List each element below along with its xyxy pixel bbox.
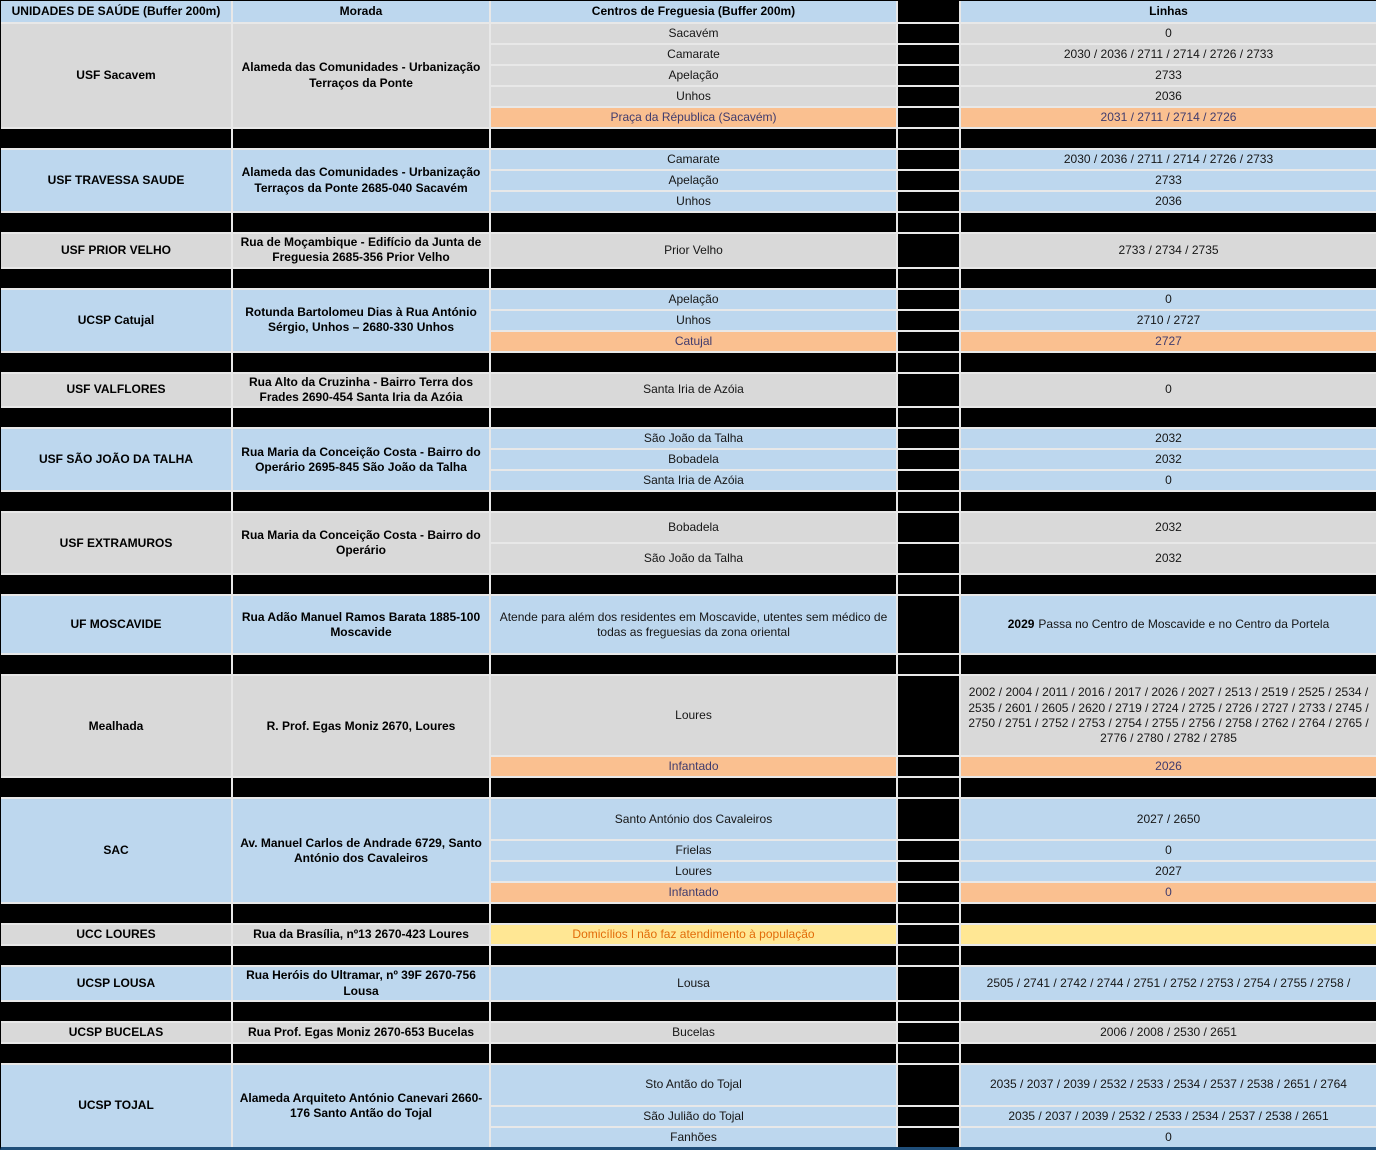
unit-group-9 bbox=[1, 799, 1376, 902]
separator-cell bbox=[1, 946, 231, 965]
separator-cell bbox=[491, 946, 896, 965]
separator-cell bbox=[491, 1002, 896, 1021]
unit-name-cell: USF SÃO JOÃO DA TALHA bbox=[1, 429, 231, 490]
unit-group-4 bbox=[1, 374, 1376, 407]
linhas-cell: 2027 bbox=[961, 862, 1376, 881]
redacted-cell bbox=[898, 1023, 959, 1042]
separator-cell bbox=[898, 575, 959, 594]
linhas-cell: 2035 / 2037 / 2039 / 2532 / 2533 / 2534 / 2537 / 2538 / 2651 / 2764 bbox=[961, 1065, 1376, 1105]
freguesia-cell: Infantado bbox=[491, 883, 896, 902]
linhas-cell: 2031 / 2711 / 2714 / 2726 bbox=[961, 108, 1376, 127]
linhas-cell: 2733 / 2734 / 2735 bbox=[961, 234, 1376, 267]
header-morada-label: Morada bbox=[233, 1, 489, 22]
redacted-cell bbox=[898, 799, 959, 839]
separator-cell bbox=[1, 904, 231, 923]
redacted-cell bbox=[898, 925, 959, 944]
redacted-cell bbox=[898, 429, 959, 448]
redacted-cell bbox=[898, 374, 959, 407]
unit-group-8 bbox=[1, 676, 1376, 776]
freguesia-cell: Sacavém bbox=[491, 24, 896, 43]
linhas-cell: 2026 bbox=[961, 757, 1376, 776]
freguesia-cell: Camarate bbox=[491, 45, 896, 64]
redacted-cell bbox=[898, 513, 959, 542]
redacted-cell bbox=[898, 1065, 959, 1105]
separator-cell bbox=[961, 575, 1376, 594]
freguesia-cell: Camarate bbox=[491, 150, 896, 169]
linhas-cell: 2036 bbox=[961, 87, 1376, 106]
freguesia-cell: Infantado bbox=[491, 757, 896, 776]
separator-cell bbox=[961, 269, 1376, 288]
morada-cell: Alameda Arquiteto António Canevari 2660-176 Santo Antão do Tojal bbox=[233, 1065, 489, 1147]
separator-cell bbox=[1, 492, 231, 511]
redacted-cell bbox=[898, 171, 959, 190]
separator-cell bbox=[1, 408, 231, 427]
freguesia-cell: Lousa bbox=[491, 967, 896, 1000]
unit-name-cell: USF VALFLORES bbox=[1, 374, 231, 407]
redacted-cell bbox=[898, 757, 959, 776]
separator-row bbox=[1, 129, 1376, 148]
freguesia-cell: Loures bbox=[491, 862, 896, 881]
linhas-bold-number: 2029 bbox=[1007, 617, 1035, 632]
separator-cell bbox=[233, 1044, 489, 1063]
separator-cell bbox=[491, 904, 896, 923]
separator-cell bbox=[898, 655, 959, 674]
separator-cell bbox=[961, 492, 1376, 511]
separator-cell bbox=[233, 353, 489, 372]
redacted-cell bbox=[898, 883, 959, 902]
freguesia-cell: Fanhões bbox=[491, 1128, 896, 1147]
redacted-cell bbox=[898, 862, 959, 881]
redacted-cell bbox=[898, 311, 959, 330]
separator-row bbox=[1, 778, 1376, 797]
linhas-cell bbox=[961, 925, 1376, 944]
separator-cell bbox=[233, 778, 489, 797]
separator-row bbox=[1, 575, 1376, 594]
separator-cell bbox=[491, 353, 896, 372]
morada-cell: Rua Maria da Conceição Costa - Bairro do Operário bbox=[233, 513, 489, 573]
unit-group-3 bbox=[1, 290, 1376, 351]
morada-cell: Rua Prof. Egas Moniz 2670-653 Bucelas bbox=[233, 1023, 489, 1042]
unit-group-1 bbox=[1, 150, 1376, 211]
unit-name-cell: UCSP BUCELAS bbox=[1, 1023, 231, 1042]
linhas-cell: 2727 bbox=[961, 332, 1376, 351]
linhas-cell: 2027 / 2650 bbox=[961, 799, 1376, 839]
morada-cell: Rua de Moçambique - Edifício da Junta de Freguesia 2685-356 Prior Velho bbox=[233, 234, 489, 267]
redacted-cell bbox=[898, 471, 959, 490]
separator-cell bbox=[491, 492, 896, 511]
unit-group-12 bbox=[1, 1023, 1376, 1042]
separator-cell bbox=[961, 946, 1376, 965]
unit-name-cell: Mealhada bbox=[1, 676, 231, 776]
separator-cell bbox=[898, 492, 959, 511]
header-unidades-label: UNIDADES DE SAÚDE (Buffer 200m) bbox=[1, 1, 231, 22]
linhas-cell: 2032 bbox=[961, 450, 1376, 469]
separator-cell bbox=[898, 129, 959, 148]
unit-name-cell: UF MOSCAVIDE bbox=[1, 596, 231, 653]
separator-cell bbox=[233, 655, 489, 674]
linhas-cell: 2733 bbox=[961, 171, 1376, 190]
linhas-cell: 2006 / 2008 / 2530 / 2651 bbox=[961, 1023, 1376, 1042]
freguesia-cell: São João da Talha bbox=[491, 544, 896, 573]
separator-cell bbox=[1, 269, 231, 288]
separator-cell bbox=[491, 213, 896, 232]
unit-name-cell: USF EXTRAMUROS bbox=[1, 513, 231, 573]
unit-name-cell: USF TRAVESSA SAUDE bbox=[1, 150, 231, 211]
unit-group-13 bbox=[1, 1065, 1376, 1147]
linhas-cell: 2036 bbox=[961, 192, 1376, 211]
redacted-cell bbox=[898, 45, 959, 64]
redacted-cell bbox=[898, 1107, 959, 1126]
linhas-cell: 2030 / 2036 / 2711 / 2714 / 2726 / 2733 bbox=[961, 150, 1376, 169]
morada-cell: Rua Maria da Conceição Costa - Bairro do Operário 2695-845 São João da Talha bbox=[233, 429, 489, 490]
freguesia-cell: Apelação bbox=[491, 290, 896, 309]
separator-cell bbox=[1, 353, 231, 372]
unit-name-cell: SAC bbox=[1, 799, 231, 902]
separator-row bbox=[1, 408, 1376, 427]
separator-cell bbox=[491, 408, 896, 427]
separator-cell bbox=[491, 129, 896, 148]
separator-row bbox=[1, 904, 1376, 923]
unit-name-cell: UCSP TOJAL bbox=[1, 1065, 231, 1147]
linhas-cell: 2030 / 2036 / 2711 / 2714 / 2726 / 2733 bbox=[961, 45, 1376, 64]
separator-cell bbox=[491, 655, 896, 674]
unit-group-11 bbox=[1, 967, 1376, 1000]
linhas-cell: 0 bbox=[961, 841, 1376, 860]
separator-row bbox=[1, 213, 1376, 232]
redacted-cell bbox=[898, 967, 959, 1000]
separator-cell bbox=[233, 492, 489, 511]
separator-cell bbox=[491, 778, 896, 797]
freguesia-cell: Frielas bbox=[491, 841, 896, 860]
morada-cell: Rotunda Bartolomeu Dias à Rua António Sérgio, Unhos – 2680-330 Unhos bbox=[233, 290, 489, 351]
redacted-cell bbox=[898, 234, 959, 267]
separator-cell bbox=[898, 213, 959, 232]
morada-cell: Rua Adão Manuel Ramos Barata 1885-100 Moscavide bbox=[233, 596, 489, 653]
freguesia-cell: Apelação bbox=[491, 171, 896, 190]
unit-group-5 bbox=[1, 429, 1376, 490]
separator-cell bbox=[1, 129, 231, 148]
separator-cell bbox=[961, 904, 1376, 923]
freguesia-cell: Loures bbox=[491, 676, 896, 755]
linhas-cell: 2710 / 2727 bbox=[961, 311, 1376, 330]
linhas-cell: 2032 bbox=[961, 513, 1376, 542]
separator-cell bbox=[233, 129, 489, 148]
separator-cell bbox=[1, 1044, 231, 1063]
redacted-cell bbox=[898, 150, 959, 169]
freguesia-cell: Apelação bbox=[491, 66, 896, 85]
separator-cell bbox=[233, 575, 489, 594]
separator-row bbox=[1, 655, 1376, 674]
separator-cell bbox=[1, 655, 231, 674]
separator-cell bbox=[898, 946, 959, 965]
header-centros-label: Centros de Freguesia (Buffer 200m) bbox=[491, 1, 896, 22]
separator-cell bbox=[961, 1044, 1376, 1063]
unit-name-cell: UCSP LOUSA bbox=[1, 967, 231, 1000]
separator-cell bbox=[233, 1002, 489, 1021]
freguesia-cell: Santa Iria de Azóia bbox=[491, 471, 896, 490]
separator-cell bbox=[961, 408, 1376, 427]
unit-name-cell: UCC LOURES bbox=[1, 925, 231, 944]
redacted-cell bbox=[898, 192, 959, 211]
redacted-cell bbox=[898, 108, 959, 127]
unit-group-0 bbox=[1, 24, 1376, 127]
morada-cell: Av. Manuel Carlos de Andrade 6729, Santo António dos Cavaleiros bbox=[233, 799, 489, 902]
freguesia-cell: Santo António dos Cavaleiros bbox=[491, 799, 896, 839]
morada-cell: Alameda das Comunidades - Urbanização Terraços da Ponte bbox=[233, 24, 489, 127]
separator-row bbox=[1, 492, 1376, 511]
linhas-cell: 2032 bbox=[961, 544, 1376, 573]
freguesia-cell: Prior Velho bbox=[491, 234, 896, 267]
separator-cell bbox=[233, 213, 489, 232]
separator-cell bbox=[898, 353, 959, 372]
freguesia-cell: Unhos bbox=[491, 87, 896, 106]
freguesia-cell: São João da Talha bbox=[491, 429, 896, 448]
linhas-cell: 2002 / 2004 / 2011 / 2016 / 2017 / 2026 / 2027 / 2513 / 2519 / 2525 / 2534 / 2535 / 2601 / 2605 / 2620 / 2719 / 2724 / 2725 / 2726 / 2727 / 2733 / 2745 / 2750 / 2751 / 2752 / 2753 / 2754 / 2755 / 2756 / 2758 / 2762 / 2764 / 2765 / 2776 / 2780 / 2782 / 2785 bbox=[961, 676, 1376, 755]
separator-cell bbox=[898, 408, 959, 427]
separator-cell bbox=[1, 778, 231, 797]
linhas-cell: 0 bbox=[961, 471, 1376, 490]
header-linhas-label: Linhas bbox=[961, 1, 1376, 22]
redacted-cell bbox=[898, 841, 959, 860]
redacted-cell bbox=[898, 87, 959, 106]
separator-cell bbox=[233, 904, 489, 923]
unit-name-cell: USF Sacavem bbox=[1, 24, 231, 127]
freguesia-cell: Santa Iria de Azóia bbox=[491, 374, 896, 407]
redacted-cell bbox=[898, 1128, 959, 1147]
separator-cell bbox=[961, 213, 1376, 232]
freguesia-cell: Praça da Républica (Sacavém) bbox=[491, 108, 896, 127]
separator-cell bbox=[491, 269, 896, 288]
freguesia-cell: Bobadela bbox=[491, 513, 896, 542]
linhas-cell: 0 bbox=[961, 883, 1376, 902]
separator-cell bbox=[491, 1044, 896, 1063]
freguesia-cell: Bucelas bbox=[491, 1023, 896, 1042]
unit-group-6 bbox=[1, 513, 1376, 573]
freguesia-cell: São Julião do Tojal bbox=[491, 1107, 896, 1126]
separator-cell bbox=[898, 904, 959, 923]
separator-row bbox=[1, 1002, 1376, 1021]
morada-cell: Rua da Brasília, nº13 2670-423 Loures bbox=[233, 925, 489, 944]
freguesia-cell: Atende para além dos residentes em Moscavide, utentes sem médico de todas as freguesias da zona oriental bbox=[491, 596, 896, 653]
unit-name-cell: USF PRIOR VELHO bbox=[1, 234, 231, 267]
freguesia-cell: Sto Antão do Tojal bbox=[491, 1065, 896, 1105]
separator-cell bbox=[233, 946, 489, 965]
linhas-cell: 0 bbox=[961, 290, 1376, 309]
morada-cell: Alameda das Comunidades - Urbanização Terraços da Ponte 2685-040 Sacavém bbox=[233, 150, 489, 211]
separator-row bbox=[1, 1044, 1376, 1063]
freguesia-cell: Domicílios l não faz atendimento à população bbox=[491, 925, 896, 944]
linhas-cell: 2035 / 2037 / 2039 / 2532 / 2533 / 2534 / 2537 / 2538 / 2651 bbox=[961, 1107, 1376, 1126]
separator-cell bbox=[898, 1044, 959, 1063]
redacted-cell bbox=[898, 596, 959, 653]
separator-cell bbox=[233, 269, 489, 288]
linhas-cell: 0 bbox=[961, 1128, 1376, 1147]
separator-cell bbox=[898, 269, 959, 288]
separator-cell bbox=[233, 408, 489, 427]
separator-row bbox=[1, 269, 1376, 288]
redacted-cell bbox=[898, 676, 959, 755]
freguesia-cell: Unhos bbox=[491, 192, 896, 211]
separator-cell bbox=[961, 353, 1376, 372]
freguesia-cell: Unhos bbox=[491, 311, 896, 330]
linhas-cell bbox=[961, 596, 1376, 653]
linhas-cell: 2032 bbox=[961, 429, 1376, 448]
linhas-cell: 0 bbox=[961, 374, 1376, 407]
unit-name-cell: UCSP Catujal bbox=[1, 290, 231, 351]
linhas-cell: 2733 bbox=[961, 66, 1376, 85]
linhas-cell: 0 bbox=[961, 24, 1376, 43]
morada-cell: Rua Alto da Cruzinha - Bairro Terra dos Frades 2690-454 Santa Iria da Azóia bbox=[233, 374, 489, 407]
separator-cell bbox=[961, 655, 1376, 674]
separator-row bbox=[1, 946, 1376, 965]
unit-group-2 bbox=[1, 234, 1376, 267]
morada-cell: R. Prof. Egas Moniz 2670, Loures bbox=[233, 676, 489, 776]
separator-cell bbox=[961, 129, 1376, 148]
unit-group-10 bbox=[1, 925, 1376, 944]
redacted-cell bbox=[898, 450, 959, 469]
unit-group-7 bbox=[1, 596, 1376, 653]
linhas-note: Passa no Centro de Moscavide e no Centro da Portela bbox=[1038, 617, 1330, 632]
separator-cell bbox=[898, 1002, 959, 1021]
separator-cell bbox=[1, 1002, 231, 1021]
separator-row bbox=[1, 353, 1376, 372]
table-header bbox=[1, 1, 1376, 22]
redacted-cell bbox=[898, 332, 959, 351]
separator-cell bbox=[961, 778, 1376, 797]
separator-cell bbox=[1, 213, 231, 232]
freguesia-cell: Catujal bbox=[491, 332, 896, 351]
morada-cell: Rua Heróis do Ultramar, nº 39F 2670-756 Lousa bbox=[233, 967, 489, 1000]
linhas-cell: 2505 / 2741 / 2742 / 2744 / 2751 / 2752 / 2753 / 2754 / 2755 / 2758 / bbox=[961, 967, 1376, 1000]
header-redacted-cell bbox=[898, 1, 959, 22]
separator-cell bbox=[1, 575, 231, 594]
redacted-cell bbox=[898, 544, 959, 573]
separator-cell bbox=[898, 778, 959, 797]
separator-cell bbox=[961, 1002, 1376, 1021]
freguesia-cell: Bobadela bbox=[491, 450, 896, 469]
redacted-cell bbox=[898, 24, 959, 43]
redacted-cell bbox=[898, 290, 959, 309]
redacted-cell bbox=[898, 66, 959, 85]
separator-cell bbox=[491, 575, 896, 594]
